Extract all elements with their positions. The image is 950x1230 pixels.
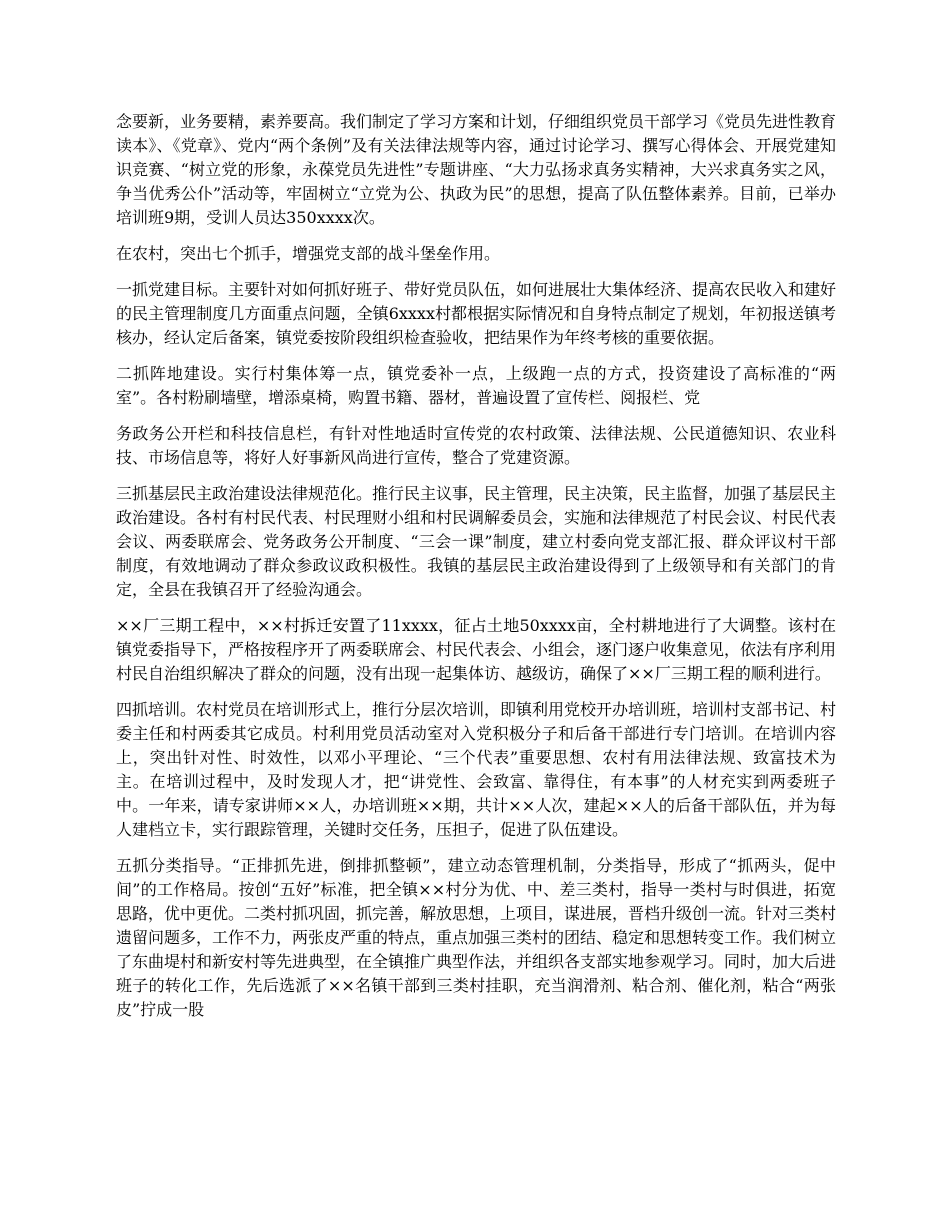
paragraph-position-building: 二抓阵地建设。实行村集体筹一点，镇党委补一点，上级跑一点的方式，投资建设了高标准的“两室”。各村粉刷墙壁，增添桌椅，购置书籍、器材，普遍设置了宣传栏、阅报栏、党 [116,364,836,407]
paragraph-factory-phase-three: ××厂三期工程中，××村拆迁安置了11xxxx，征占土地50xxxx亩，全村耕地进行了大调整。该村在镇党委指导下，严格按程序开了两委联席会、村民代表会、小组会，逐门逐户收集意见，依法有序利用村民自治组织解决了群众的问题，没有出现一起集体访、越级访，确保了××厂三期工程的顺利进行。 [116,616,837,683]
paragraph-grassroots-democracy: 三抓基层民主政治建设法律规范化。推行民主议事，民主管理，民主决策，民主监督，加强了基层民主政治建设。各村有村民代表、村民理财小组和村民调解委员会，实施和法律规范了村民会议、村民代表会议、两委联席会、党务政务公开制度、“三会一课”制度，建立村委向党支部汇报、群众评议村干部制度，有效地调动了群众参政议政积极性。我镇的基层民主政治建设得到了上级领导和有关部门的肯定，全县在我镇召开了经验沟通会。 [116,484,837,599]
paragraph-study-training: 念要新，业务要精，素养要高。我们制定了学习方案和计划，仔细组织党员干部学习《党员先进性教育读本》、《党章》、党内“两个条例”及有关法律法规等内容，通过讨论学习、撰写心得体会、开展党建知识竞赛、“树立党的形象，永葆党员先进性”专题讲座、“大力弘扬求真务实精神，大兴求真务实之风，争当优秀公仆”活动等，牢固树立“立党为公、执政为民”的思想，提高了队伍整体素养。目前，已举办培训班9期，受训人员达350xxxx次。 [116,112,837,227]
paragraph-training: 四抓培训。农村党员在培训形式上，推行分层次培训，即镇利用党校开办培训班，培训村支部书记、村委主任和村两委其它成员。村利用党员活动室对入党积极分子和后备干部进行专门培训。在培训内容上，突出针对性、时效性，以邓小平理论、“三个代表”重要思想、农村有用法律法规、致富技术为主。在培训过程中，及时发现人才，把“讲党性、会致富、靠得住，有本事”的人材充实到两委班子中。一年来，请专家讲师××人，办培训班××期，共计××人次，建起××人的后备干部队伍，并为每人建档立卡，实行跟踪管理，关键时交任务，压担子，促进了队伍建设。 [116,700,837,839]
paragraph-classified-guidance: 五抓分类指导。“正排抓先进，倒排抓整顿”，建立动态管理机制，分类指导，形成了“抓两头，促中间”的工作格局。按创“五好”标准，把全镇××村分为优、中、差三类村，指导一类村与时俱进，拓宽思路，优中更优。二类村抓巩固，抓完善，解放思想，上项目，谋进展，晋档升级创一流。针对三类村遗留问题多，工作不力，两张皮严重的特点，重点加强三类村的团结、稳定和思想转变工作。我们树立了东曲堤村和新安村等先进典型，在全镇推广典型作法，并组织各支部实地参观学习。同时，加大后进班子的转化工作，先后选派了××名镇干部到三类村挂职，充当润滑剂、粘合剂、催化剂，粘合“两张皮”拧成一股 [116,856,837,1019]
paragraph-party-building-goals: 一抓党建目标。主要针对如何抓好班子、带好党员队伍，如何进展壮大集体经济、提高农民收入和建好的民主管理制度几方面重点问题，全镇6xxxx村都根据实际情况和自身特点制定了规划，年初报送镇考核办，经认定后备案，镇党委按阶段组织检查验收，把结果作为年终考核的重要依据。 [116,280,837,347]
document-body [116,110,836,1022]
paragraph-rural-seven-focus: 在农村，突出七个抓手，增强党支部的战斗堡垒作用。 [116,244,501,263]
paragraph-public-affairs-boards: 务政务公开栏和科技信息栏，有针对性地适时宣传党的农村政策、法律法规、公民道德知识、农业科技、市场信息等，将好人好事新风尚进行宣传，整合了党建资源。 [116,424,836,467]
